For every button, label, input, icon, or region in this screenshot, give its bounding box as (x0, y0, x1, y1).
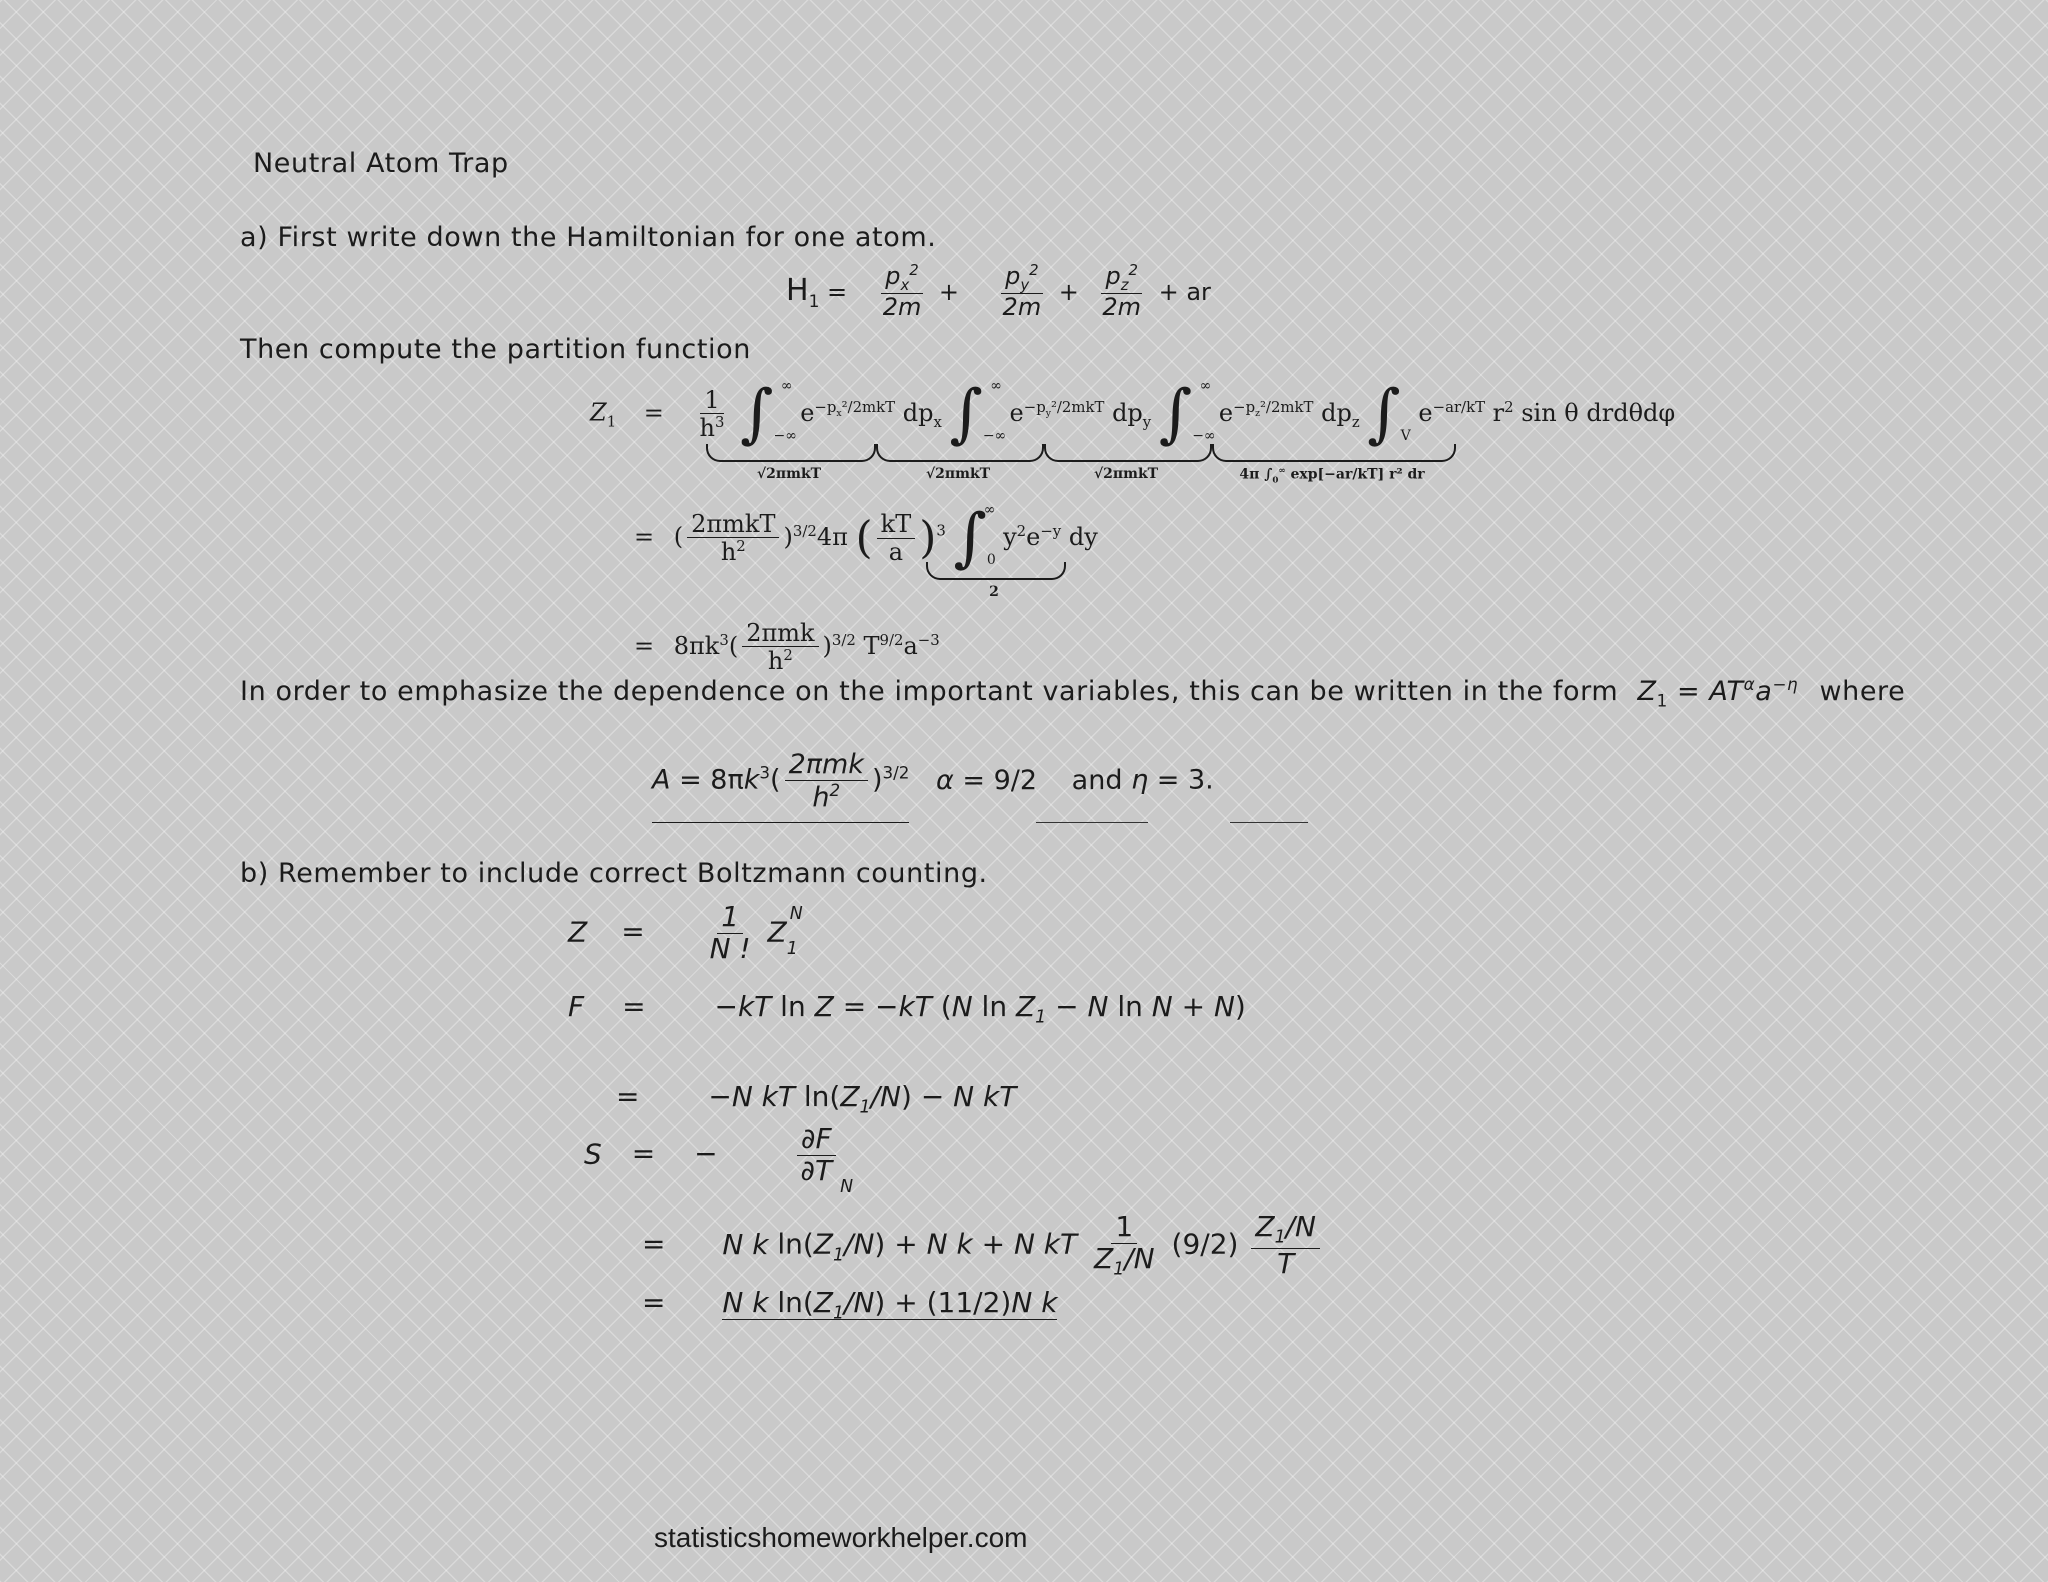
underbrace-y-integral (926, 562, 1066, 580)
brace-label-pz: √2πmkT (1093, 466, 1159, 482)
partition-function-line3: = $8\pi k^3$( $\frac{\text{2πmk}}{h^2}$ )$^{3/2}$ $T^{9/2}a^{-3}$ (634, 619, 940, 676)
hamiltonian-equation: $H_1$ = $\frac{p_x^2}{2m}$ + $\frac{p_y^2}{2m}$ + $\frac{p_z^2}{2m}$ + ar (786, 261, 1211, 322)
eq-Z: Z = $\frac{1}{N !}$ $Z_1^N$ (568, 900, 803, 965)
partition-function-line1: $Z_1$ = $\frac{1}{h^3}$ $\int_{-\infty}^\infty$ $e^{-p_x^2/2mkT}$ $dp_x$ $\int_{-\infty}^\infty$ $e^{-p_y^2/2mkT}$ $dp_y$ $\int_{-\infty}^\infty$ $e^{-p_z^2/2mkT}$ $dp_z$ $\int_V$ $e^{-ar/kT}$ $r^2$ sin θ drdθdφ (590, 377, 1676, 451)
underline-alpha (1036, 822, 1148, 823)
brace-label-px: √2πmkT (756, 466, 822, 482)
brace-label-y-integral: 2 (989, 584, 999, 600)
eq-S3: = N k $\ln(Z_1/N) + (11/2)N$ k (642, 1286, 1058, 1324)
partition-function-line2: = ( $\frac{\text{2πmkT}}{h^2}$ )$^{3/2}$4π ( $\frac{kT}{a}$ )$^3$ $\int_0^\infty$ $y^2e^{-y}$ dy (634, 501, 1098, 575)
underbrace-r (1212, 444, 1456, 462)
eq-S: S = − $\frac{\partial F}{\partial T}$ $_N$ (584, 1122, 854, 1197)
answer-a-line: $A = 8\pi k^3$( $\frac{\text{2πmk}}{h^2}$ )$^{3/2}$ α = 9/2 and η = 3. (652, 750, 1214, 823)
brace-label-py: √2πmkT (925, 466, 991, 482)
partition-intro: Then compute the partition function (240, 334, 751, 365)
underbrace-py (876, 444, 1044, 462)
eq-F: F = −kT ln Z = −kT (N $\ln Z_1 - N$ ln N + N) (568, 990, 1246, 1028)
underline-eta (1230, 822, 1308, 823)
underbrace-pz (1044, 444, 1212, 462)
brace-label-r: 4π $\int_0^\infty$ exp[−ar/kT] r² dr (1239, 466, 1425, 486)
footer-watermark: statisticshomeworkhelper.com (654, 1522, 1028, 1553)
eq-S2: = N k $\ln(Z_1/N) + N$ k + N kT $\frac{1}{Z_1/N}$ (9/2) $\frac{Z_1/N}{T}$ (642, 1212, 1324, 1279)
eq-F2: = −N kT $\ln(Z_1/N) - N$ kT (616, 1080, 1017, 1118)
and-word: and (1071, 764, 1123, 796)
part-b-intro: b) Remember to include correct Boltzmann counting. (240, 858, 988, 889)
where-word: where (1819, 676, 1906, 707)
page-title: Neutral Atom Trap (253, 148, 509, 179)
underbrace-px (706, 444, 876, 462)
emphasis-text: In order to emphasize the dependence on the important variables, this can be written in the form (240, 676, 1619, 707)
emphasis-line: In order to emphasize the dependence on the important variables, this can be written in the form $Z_1 = AT^\alpha a^{-\eta}$ where (240, 674, 1906, 711)
part-a-intro: a) First write down the Hamiltonian for one atom. (240, 222, 937, 253)
